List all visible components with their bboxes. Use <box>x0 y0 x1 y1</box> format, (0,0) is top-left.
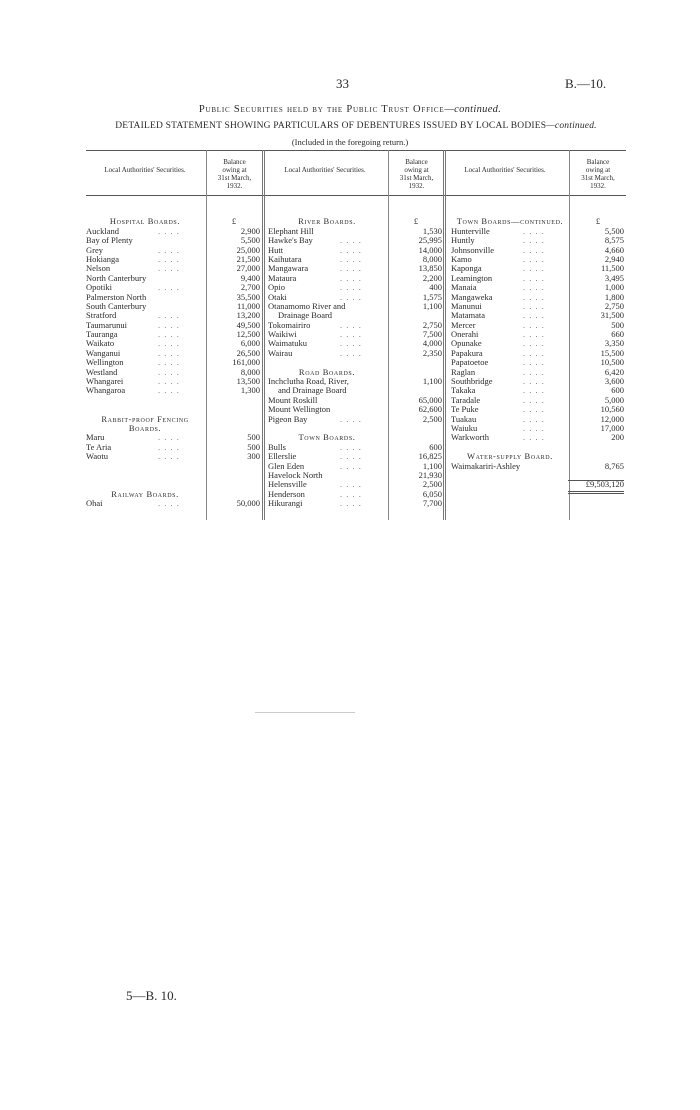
row-label: Nelson <box>86 263 111 274</box>
leader-dots: . . . . <box>523 347 545 358</box>
row-value: 62,600 <box>418 404 442 415</box>
leader-dots: . . . . <box>523 338 545 349</box>
row-value: 2,750 <box>422 319 442 330</box>
column-divider <box>262 150 265 520</box>
row-value: 25,000 <box>236 244 260 255</box>
row-label: Hunterville <box>451 225 490 236</box>
header-authorities-1: Local Authorities' Securities. <box>104 166 186 174</box>
row-value: 400 <box>429 282 442 293</box>
row-value: 2,900 <box>240 225 260 236</box>
leader-dots: . . . . <box>523 300 545 311</box>
header-authorities-3: Local Authorities' Securities. <box>464 166 546 174</box>
row-label: Pigeon Bay <box>268 413 308 424</box>
leader-dots: . . . . <box>340 338 362 349</box>
leader-dots: . . . . <box>158 319 180 330</box>
row-value: 11,500 <box>600 263 624 274</box>
row-label: Glen Eden <box>268 460 305 471</box>
table-row <box>268 415 442 424</box>
row-value: 2,200 <box>422 272 442 283</box>
row-value: 6,420 <box>604 366 624 377</box>
table-row <box>268 358 442 367</box>
total-rule-top <box>568 480 624 481</box>
leader-dots: . . . . <box>340 413 362 424</box>
row-value: 3,350 <box>604 338 624 349</box>
row-label: Wellington <box>86 357 124 368</box>
row-label: Grey <box>86 244 103 255</box>
row-value: 35,500 <box>236 291 260 302</box>
subtitle-suffix: —continued. <box>546 121 597 131</box>
row-value: 2,700 <box>240 282 260 293</box>
row-label: Otaki <box>268 291 287 302</box>
subtitle-text: DETAILED STATEMENT SHOWING PARTICULARS OF DEBENTURES ISSUED BY LOCAL BODIES <box>115 121 547 131</box>
row-value: 65,000 <box>418 394 442 405</box>
table-row <box>86 499 260 508</box>
leader-dots: . . . . <box>523 329 545 340</box>
row-value: £ <box>231 216 237 227</box>
row-label: Ellerslie <box>268 451 297 462</box>
table-row <box>86 462 260 471</box>
row-value: 13,500 <box>236 376 260 387</box>
row-value: 11,000 <box>236 300 260 311</box>
row-label: Town Boards. <box>298 432 356 443</box>
leader-dots: . . . . <box>523 244 545 255</box>
leader-dots: . . . . <box>523 422 545 433</box>
leader-dots: . . . . <box>340 263 362 274</box>
leader-dots: . . . . <box>158 451 180 462</box>
table-row <box>86 471 260 480</box>
leader-dots: . . . . <box>158 357 180 368</box>
row-value: 8,765 <box>604 460 624 471</box>
row-label: Henderson <box>268 488 305 499</box>
leader-dots: . . . . <box>523 394 545 405</box>
leader-dots: . . . . <box>523 432 545 443</box>
row-label: Kaponga <box>451 263 482 274</box>
row-label: Inchclutha Road, River, <box>268 376 349 387</box>
row-value: 12,500 <box>236 329 260 340</box>
header-rule-top <box>86 150 626 151</box>
leader-dots: . . . . <box>340 235 362 246</box>
row-value: 500 <box>247 441 260 452</box>
table-column-3 <box>451 208 624 490</box>
row-label: Kaihutara <box>268 253 302 264</box>
leader-dots: . . . . <box>523 263 545 274</box>
row-value: 500 <box>247 432 260 443</box>
column-divider <box>443 150 446 520</box>
report-code: B.—10. <box>565 76 607 91</box>
row-value: 200 <box>611 432 624 443</box>
row-label: Te Aria <box>86 441 112 452</box>
row-label: Opio <box>268 282 285 293</box>
row-value: 27,000 <box>236 263 260 274</box>
leader-dots: . . . . <box>158 282 180 293</box>
row-value: 1,530 <box>422 225 442 236</box>
row-value: £ <box>413 216 419 227</box>
leader-dots: . . . . <box>158 329 180 340</box>
row-value: 31,500 <box>600 310 624 321</box>
row-label: Road Boards. <box>298 366 356 377</box>
leader-dots: . . . . <box>158 432 180 443</box>
row-value: 21,500 <box>236 253 260 264</box>
row-label: Kamo <box>451 253 472 264</box>
row-value: 6,000 <box>240 338 260 349</box>
leader-dots: . . . . <box>340 253 362 264</box>
row-label: Elephant Hill <box>268 225 314 236</box>
leader-dots: . . . . <box>523 413 545 424</box>
leader-dots: . . . . <box>340 347 362 358</box>
row-label: Waotu <box>86 451 108 462</box>
row-label: Waimatuku <box>268 338 307 349</box>
leader-dots: . . . . <box>340 479 362 490</box>
page-number: 33 <box>336 76 349 91</box>
row-label: Stratford <box>86 310 117 321</box>
row-label: Waiuku <box>451 422 478 433</box>
row-label: Rabbit-proof Fencing <box>101 413 189 424</box>
row-label: Manunui <box>451 300 482 311</box>
leader-dots: . . . . <box>340 329 362 340</box>
row-label: Warkworth <box>451 432 490 443</box>
balance-line-1: Balance <box>223 158 246 166</box>
row-value: 1,800 <box>604 291 624 302</box>
leader-dots: . . . . <box>340 488 362 499</box>
balance-line-2: owing at <box>404 166 429 174</box>
row-label: Mercer <box>451 319 476 330</box>
row-value: 1,575 <box>422 291 442 302</box>
row-value: £ <box>595 216 601 227</box>
leader-dots: . . . . <box>158 385 180 396</box>
row-label: and Drainage Board <box>278 385 347 396</box>
row-label: Mount Wellington <box>268 404 331 415</box>
balance-line-4: 1932. <box>590 182 606 190</box>
leader-dots: . . . . <box>523 235 545 246</box>
header-authorities-2: Local Authorities' Securities. <box>284 166 366 174</box>
row-value: 9,400 <box>240 272 260 283</box>
row-value: 16,825 <box>418 451 442 462</box>
leader-dots: . . . . <box>340 441 362 452</box>
row-label: Johnsonville <box>451 244 494 255</box>
row-label: Drainage Board <box>278 310 333 321</box>
row-label: Tuakau <box>451 413 477 424</box>
leader-dots: . . . . <box>340 451 362 462</box>
table-column-1 <box>86 208 260 509</box>
row-label: Boards. <box>128 422 162 433</box>
row-value: 21,930 <box>418 469 442 480</box>
row-label: Onerahi <box>451 329 479 340</box>
row-label: River Boards. <box>298 216 356 227</box>
row-value: 12,000 <box>600 413 624 424</box>
row-label: South Canterbury <box>86 300 147 311</box>
row-label: Mangaweka <box>451 291 493 302</box>
header-balance-2 <box>389 158 444 190</box>
row-label: Waikiwi <box>268 329 297 340</box>
row-label: Opunake <box>451 338 482 349</box>
row-label: Hikurangi <box>268 498 303 509</box>
row-label: Papatoetoe <box>451 357 489 368</box>
row-value: 161,000 <box>232 357 260 368</box>
leader-dots: . . . . <box>340 319 362 330</box>
row-value: 3,495 <box>604 272 624 283</box>
row-value: 26,500 <box>236 347 260 358</box>
leader-dots: . . . . <box>158 338 180 349</box>
row-label: Havelock North <box>268 469 323 480</box>
row-label: Hawke's Bay <box>268 235 313 246</box>
row-label: Otanamomo River and <box>268 300 346 311</box>
leader-dots: . . . . <box>340 498 362 509</box>
leader-dots: . . . . <box>523 319 545 330</box>
grand-total: £9,503,120 <box>585 479 624 490</box>
header-balance-3 <box>570 158 626 190</box>
row-value: 2,940 <box>604 253 624 264</box>
row-value: 600 <box>429 441 442 452</box>
statement-note: (Included in the foregoing return.) <box>291 137 409 147</box>
table-row <box>86 386 260 395</box>
row-label: North Canterbury <box>86 272 147 283</box>
row-label: Leamington <box>451 272 493 283</box>
row-label: Westland <box>86 366 118 377</box>
row-value: 49,500 <box>236 319 260 330</box>
row-value: 8,575 <box>604 235 624 246</box>
leader-dots: . . . . <box>523 272 545 283</box>
row-value: 17,000 <box>600 422 624 433</box>
leader-dots: . . . . <box>340 244 362 255</box>
header-rule-bottom <box>86 195 626 196</box>
leader-dots: . . . . <box>158 310 180 321</box>
statement-subtitle <box>86 121 626 131</box>
leader-dots: . . . . <box>340 282 362 293</box>
row-value: 7,500 <box>422 329 442 340</box>
row-label: Te Puke <box>451 404 479 415</box>
leader-dots: . . . . <box>523 291 545 302</box>
balance-line-1: Balance <box>586 158 610 166</box>
header-balance-1 <box>207 158 262 190</box>
row-label: Taradale <box>451 394 481 405</box>
row-label: Maru <box>86 432 105 443</box>
table-row <box>86 415 260 424</box>
row-value: 3,600 <box>604 376 624 387</box>
row-value: 6,050 <box>422 488 442 499</box>
row-label: Manaia <box>451 282 477 293</box>
row-value: 2,500 <box>422 479 442 490</box>
row-label: Mount Roskill <box>268 394 318 405</box>
row-value: 25,995 <box>418 235 442 246</box>
table-row <box>86 452 260 461</box>
leader-dots: . . . . <box>523 376 545 387</box>
row-value: 8,000 <box>240 366 260 377</box>
leader-dots: . . . . <box>523 366 545 377</box>
row-label: Bulls <box>268 441 286 452</box>
balance-line-3: 31st March, <box>581 174 615 182</box>
row-value: 5,500 <box>604 225 624 236</box>
table-row <box>451 462 624 471</box>
balance-line-1: Balance <box>405 158 428 166</box>
row-label: Wanganui <box>86 347 121 358</box>
row-label: Waikato <box>86 338 115 349</box>
table-row <box>451 480 624 489</box>
title-text: Public Securities held by the Public Trust Office <box>198 104 445 115</box>
leader-dots: . . . . <box>158 253 180 264</box>
balance-line-3: 31st March, <box>399 174 434 182</box>
row-label: Whangarei <box>86 376 124 387</box>
leader-dots: . . . . <box>523 404 545 415</box>
row-value: 1,100 <box>422 376 442 387</box>
row-value: 4,660 <box>604 244 624 255</box>
row-value: 1,300 <box>240 385 260 396</box>
table-row <box>268 499 442 508</box>
row-value: 13,200 <box>236 310 260 321</box>
balance-line-2: owing at <box>222 166 247 174</box>
row-label: Tokomairiro <box>268 319 311 330</box>
row-label: Wairau <box>268 347 293 358</box>
leader-dots: . . . . <box>158 366 180 377</box>
row-label: Opotiki <box>86 282 112 293</box>
row-value: 10,500 <box>600 357 624 368</box>
row-label: Mangawara <box>268 263 309 274</box>
total-rule-bottom <box>568 491 624 494</box>
row-value: 15,500 <box>600 347 624 358</box>
row-value: 13,850 <box>418 263 442 274</box>
row-label: Mataura <box>268 272 297 283</box>
row-value: 500 <box>611 319 624 330</box>
row-value: 2,350 <box>422 347 442 358</box>
balance-line-4: 1932. <box>408 182 425 190</box>
row-label: Railway Boards. <box>111 488 179 499</box>
row-label: Waimakariri-Ashley <box>451 460 521 471</box>
row-label: Matamata <box>451 310 485 321</box>
leader-dots: . . . . <box>158 263 180 274</box>
row-label: Hokianga <box>86 253 120 264</box>
footer-signature: 5—B. 10. <box>126 988 177 1003</box>
leader-dots: . . . . <box>158 498 180 509</box>
row-value: 660 <box>611 329 624 340</box>
balance-line-3: 31st March, <box>217 174 252 182</box>
row-value: 1,100 <box>422 460 442 471</box>
balance-line-2: owing at <box>585 166 611 174</box>
leader-dots: . . . . <box>158 225 180 236</box>
table-row <box>268 424 442 433</box>
leader-dots: . . . . <box>340 460 362 471</box>
row-label: Huntly <box>451 235 475 246</box>
table-row <box>268 349 442 358</box>
leader-dots: . . . . <box>523 253 545 264</box>
row-value: 2,500 <box>422 413 442 424</box>
row-label: Palmerston North <box>86 291 147 302</box>
row-label: Taumarunui <box>86 319 127 330</box>
row-value: 600 <box>611 385 624 396</box>
row-label: Papakura <box>451 347 483 358</box>
bottom-divider <box>255 712 355 713</box>
row-value: 1,100 <box>422 300 442 311</box>
row-value: 14,000 <box>418 244 442 255</box>
page-title <box>0 104 700 115</box>
row-label: Southbridge <box>451 376 493 387</box>
row-label: Hutt <box>268 244 284 255</box>
leader-dots: . . . . <box>158 376 180 387</box>
row-label: Takaka <box>451 385 476 396</box>
title-suffix: —continued. <box>444 104 502 115</box>
leader-dots: . . . . <box>158 347 180 358</box>
row-label: Auckland <box>86 225 120 236</box>
row-label: Whangaroa <box>86 385 126 396</box>
row-label: Bay of Plenty <box>86 235 133 246</box>
leader-dots: . . . . <box>158 441 180 452</box>
row-value: 2,750 <box>604 300 624 311</box>
row-value: 50,000 <box>236 498 260 509</box>
leader-dots: . . . . <box>523 225 545 236</box>
table-row <box>86 396 260 405</box>
table-row <box>451 433 624 442</box>
leader-dots: . . . . <box>340 291 362 302</box>
row-label: Water-supply Board. <box>467 451 553 462</box>
table-column-2 <box>268 208 442 509</box>
leader-dots: . . . . <box>523 385 545 396</box>
leader-dots: . . . . <box>158 244 180 255</box>
row-label: Town Boards—continued. <box>456 216 564 227</box>
row-label: Raglan <box>451 366 476 377</box>
row-label: Tauranga <box>86 329 118 340</box>
row-label: Helensville <box>268 479 307 490</box>
leader-dots: . . . . <box>523 282 545 293</box>
leader-dots: . . . . <box>340 272 362 283</box>
leader-dots: . . . . <box>523 310 545 321</box>
row-value: 8,000 <box>422 253 442 264</box>
row-label: Ohai <box>86 498 103 509</box>
row-value: 7,700 <box>422 498 442 509</box>
row-value: 300 <box>247 451 260 462</box>
row-value: 10,560 <box>600 404 624 415</box>
row-value: 5,500 <box>240 235 260 246</box>
row-label: Hospital Boards. <box>109 216 181 227</box>
row-value: 5,000 <box>604 394 624 405</box>
row-value: 4,000 <box>422 338 442 349</box>
balance-line-4: 1932. <box>226 182 243 190</box>
row-value: 1,000 <box>604 282 624 293</box>
leader-dots: . . . . <box>523 357 545 368</box>
